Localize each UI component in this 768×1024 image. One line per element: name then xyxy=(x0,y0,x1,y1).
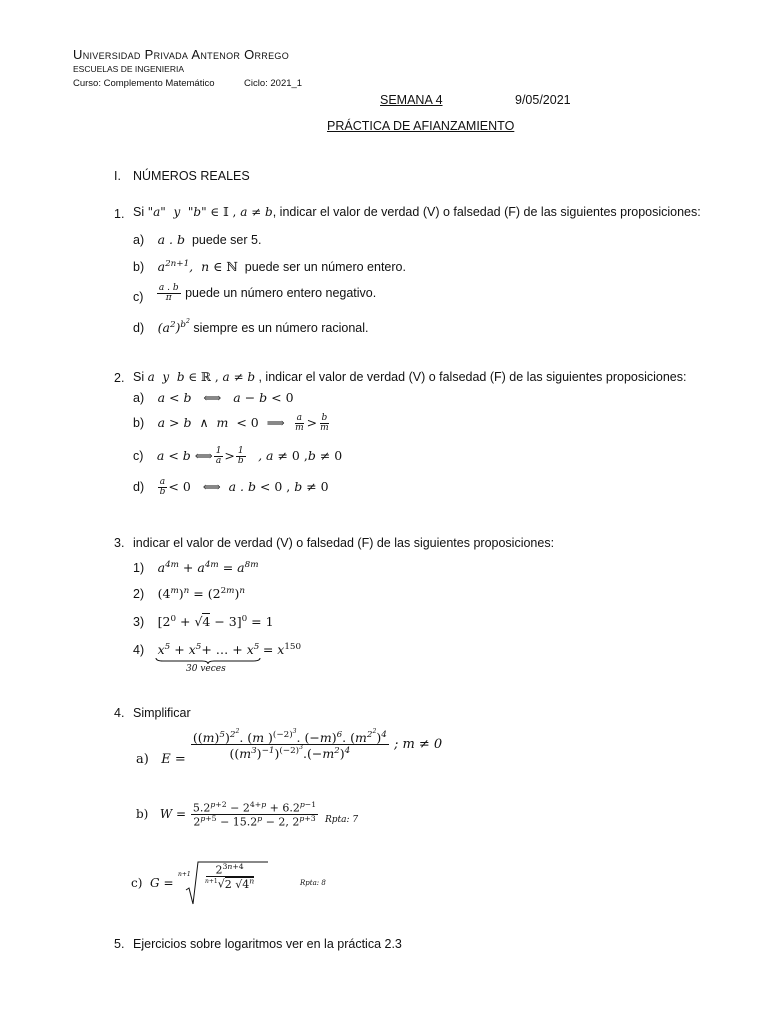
cycle-label: Ciclo: 2021_1 xyxy=(244,78,303,89)
q4-number: 4. xyxy=(114,706,125,720)
q4-item-c: c) G = xyxy=(131,876,174,890)
q2-item-d: d) $\frac{a}{b}$ < 0 ⟺ a . b < 0 , b ≠ 0 xyxy=(133,477,329,498)
q3-number: 3. xyxy=(114,536,125,550)
q4-item-b: b) W = $\frac{5.2^{p+2} - 2^{4+p} + 6.2^{p-1}}{2^{p+5} - 15.2^p - 2, 2^{p+3}}$ xyxy=(136,800,317,829)
section-title: NÚMEROS REALES xyxy=(133,169,250,183)
q3-brace-note: 30 veces xyxy=(186,664,226,674)
q2-statement: Si a y b ∈ ℝ , a ≠ b , indicar el valor de verdad (V) o falsedad (F) de las siguientes proposiciones: xyxy=(133,370,687,384)
q1-item-a: a) a . b puede ser 5. xyxy=(133,232,262,247)
q4-c-fraction: $\frac{2^{3n+4}}{^{n+1}√2 √4^n}$ xyxy=(205,862,255,891)
week-label: SEMANA 4 xyxy=(380,93,443,107)
course-name: Curso: Complemento Matemático xyxy=(73,78,215,89)
school-name: ESCUELAS DE INGENIERIA xyxy=(73,64,185,74)
page-title: PRÁCTICA DE AFIANZAMIENTO xyxy=(327,119,515,133)
q2-item-b: b) a > b ∧ m < 0 ⟹ $\frac{a}{m}$ > $\frac{b}{m}$ xyxy=(133,413,329,434)
q4-c-answer: Rpta: 8 xyxy=(300,879,326,887)
q1-si: Si xyxy=(133,205,145,219)
university-name: Universidad Privada Antenor Orrego xyxy=(73,47,290,62)
q1-statement-text: , indicar el valor de verdad (V) o falsedad (F) de las siguientes proposiciones: xyxy=(272,205,701,219)
q1-item-b: b) $a^{2n+1}$, n ∈ ℕ puede ser un número entero. xyxy=(133,259,406,275)
q3-item-2: 2) $(4^m)^n = (2^{2m})^n$ xyxy=(133,586,245,602)
q4-b-answer: Rpta: 7 xyxy=(325,815,359,825)
section-number: I. xyxy=(114,169,121,183)
q4-item-a: a) E = $\frac{((m)^5)^{2^2}. (m )^{(-2)^3}. (-m)^6. (m^{2^2})^4}{((m^3)^{-1})^{(-2)^3}.(-m^2)^4}$ ; m ≠ 0 xyxy=(136,728,443,768)
q2-number: 2. xyxy=(114,371,125,385)
q3-item-4: 4) $x^5 + x^5+$ … + $x^5 = x^{150}$ xyxy=(133,642,302,658)
q2-item-a: a) a < b ⟺ a − b < 0 xyxy=(133,390,294,405)
q3-statement: indicar el valor de verdad (V) o falsedad (F) de las siguientes proposiciones: xyxy=(133,536,555,550)
q5-number: 5. xyxy=(114,937,125,951)
q5-statement: Ejercicios sobre logaritmos ver en la práctica 2.3 xyxy=(133,937,402,951)
q1-condition-math: "a" y "b" ∈ 𝕀 , a ≠ b xyxy=(147,205,273,219)
q1-item-d: d) $(a^2)^{b^2}$ siempre es un número racional. xyxy=(133,318,369,336)
q2-item-c: c) a < b ⟺ $\frac{1}{a}$ > $\frac{1}{b}$ , a ≠ 0 ,b ≠ 0 xyxy=(133,446,343,467)
svg-text:n+1: n+1 xyxy=(178,871,191,878)
q1-statement xyxy=(133,205,701,219)
date-label: 9/05/2021 xyxy=(515,93,571,107)
q3-item-3: 3) $[2^0 + √4 - 3]^0 = 1$ xyxy=(133,614,274,630)
q1-number: 1. xyxy=(114,207,125,221)
q3-item-1: 1) $a^{4m} + a^{4m} = a^{8m}$ xyxy=(133,560,259,576)
q1-item-c: c) $\frac{a . b}{\pi}$ puede un número entero negativo. xyxy=(133,283,377,305)
q4-statement: Simplificar xyxy=(133,706,191,720)
